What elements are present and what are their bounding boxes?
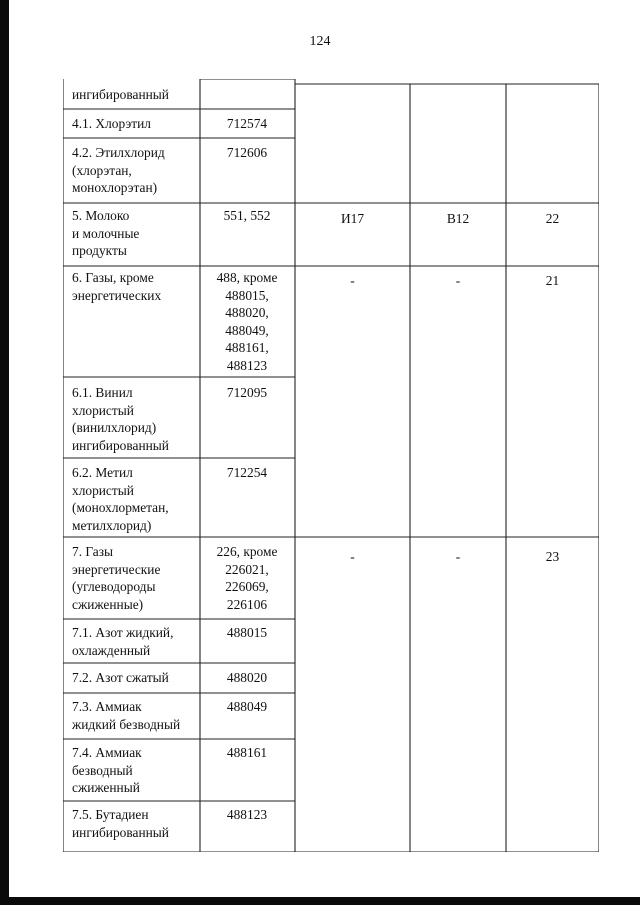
row-code-5: 551, 552: [223, 208, 271, 223]
row-col3-7: -: [350, 549, 355, 564]
row-code-7-3: 488049: [226, 699, 268, 714]
row-col5-7: 23: [545, 549, 560, 564]
row-name-7-1: 7.1. Азот жидкий, охлажденный: [72, 625, 174, 658]
row-name-7-4: 7.4. Аммиак безводный сжиженный: [72, 745, 142, 796]
row-code-4-1: 712574: [226, 116, 268, 131]
row-name-6-2: 6.2. Метил хлористый (монохлорметан, метилхлорид): [72, 465, 169, 533]
row-code-7-4: 488161: [226, 745, 268, 760]
row-col4-7: -: [455, 549, 461, 564]
row-name-7: 7. Газы энергетические (углеводороды сжиженные): [72, 544, 161, 612]
row-name-6: 6. Газы, кроме энергетических: [72, 270, 162, 303]
row-name-4-1: 4.1. Хлорэтил: [72, 116, 151, 131]
page-number: 124: [309, 34, 331, 49]
row-code-6-2: 712254: [226, 465, 268, 480]
row-name-6-1: 6.1. Винил хлористый (винилхлорид) ингибированный: [72, 385, 169, 453]
row-col4-6: -: [455, 273, 461, 288]
row-name-5: 5. Молоко и молочные продукты: [72, 208, 140, 259]
row-col5-6: 21: [545, 273, 560, 288]
row-code-7-1: 488015: [226, 625, 268, 640]
scan-edge-left: [0, 0, 9, 905]
row-code-6-1: 712095: [226, 385, 268, 400]
row-code-4-2: 712606: [226, 145, 268, 160]
row-code-7-5: 488123: [226, 807, 268, 822]
cargo-table: [63, 79, 599, 852]
row-name-7-3: 7.3. Аммиак жидкий безводный: [72, 699, 181, 732]
row-code-6: 488, кроме 488015, 488020, 488049, 488161, 488123: [216, 270, 278, 373]
row-col4-5: В12: [446, 211, 470, 226]
row-name-7-2: 7.2. Азот сжатый: [72, 670, 169, 685]
row-code-7: 226, кроме 226021, 226069, 226106: [216, 544, 278, 612]
row-name-7-5: 7.5. Бутадиен ингибированный: [72, 807, 169, 840]
row-name-ingibirovanny: ингибированный: [72, 87, 169, 102]
scan-edge-bottom: [0, 897, 640, 905]
row-col5-5: 22: [545, 211, 560, 226]
row-code-7-2: 488020: [226, 670, 268, 685]
row-col3-5: И17: [340, 211, 365, 226]
row-col3-6: -: [350, 273, 355, 288]
row-name-4-2: 4.2. Этилхлорид (хлорэтан, монохлорэтан): [72, 145, 165, 196]
